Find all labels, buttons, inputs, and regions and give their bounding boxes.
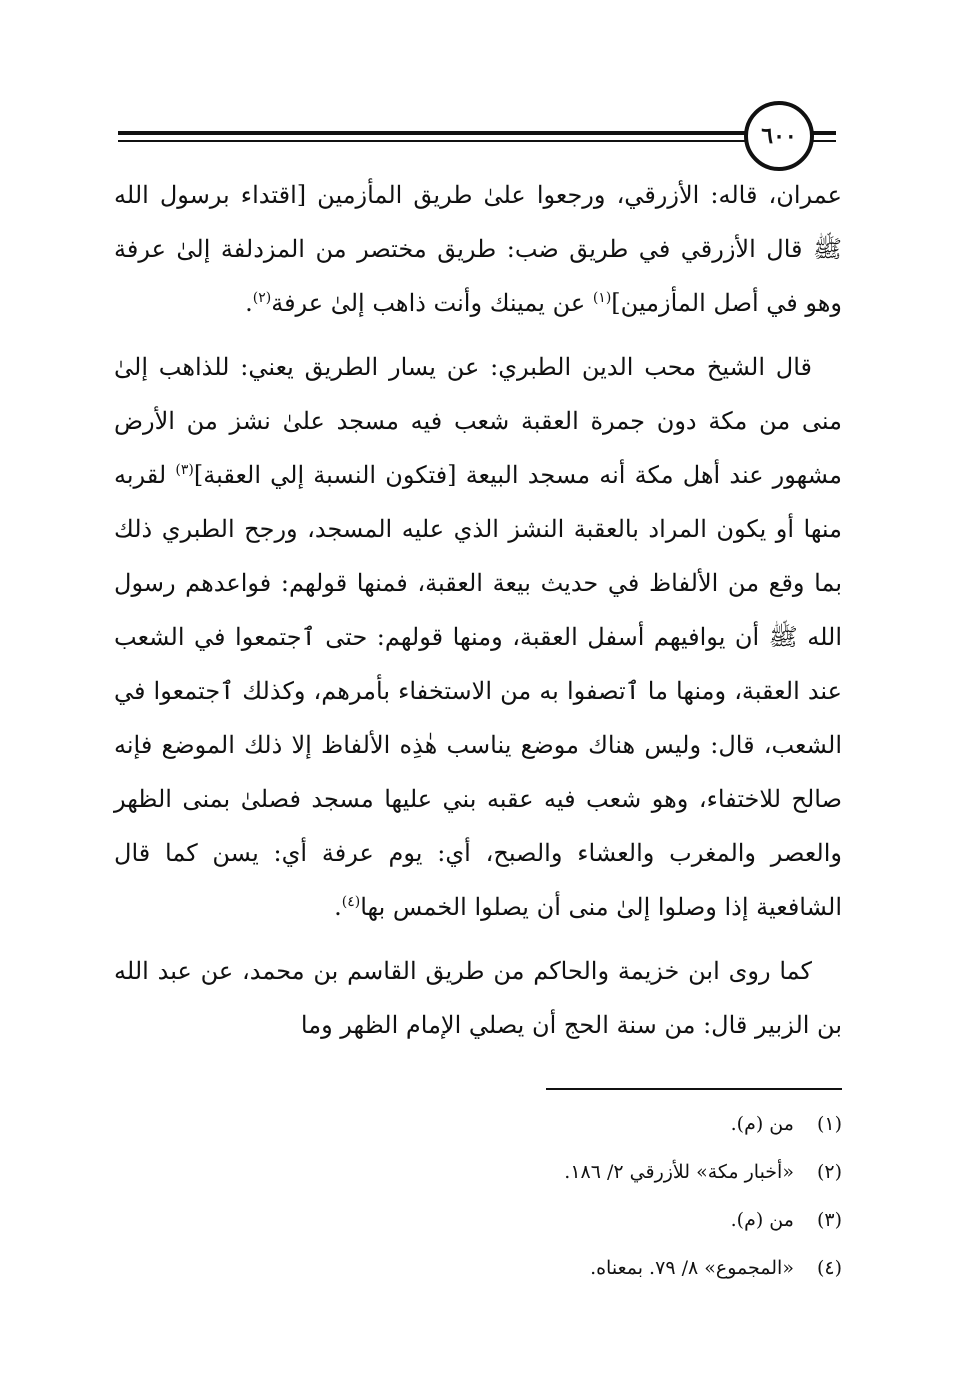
header-rule-thin: [118, 140, 836, 142]
body-text: [114, 168, 842, 1052]
text-segment: كما روى ابن خزيمة والحاكم من طريق القاسم بن محمد، عن عبد الله بن الزبير قال: من سنة الحج أن يصلي الإمام الظهر وما: [114, 957, 842, 1039]
text-segment: .: [334, 893, 342, 921]
footnote: [400, 1100, 842, 1148]
footnote-reference: (١): [592, 290, 612, 306]
footnote-reference: (٢): [252, 290, 272, 306]
footnote-number: (٣): [816, 1209, 842, 1231]
text-segment: لقربه منها أو يكون المراد بالعقبة النشز الذي عليه المسجد، ورجح الطبري ذلك بما وقع من الألفاظ في حديث بيعة العقبة، فمنها قولهم: فواعدهم رسول الله ﷺ أن يوافيهم أسفل العقبة، ومنها قولهم: حتى ٱجتمعوا في الشعب عند العقبة، ومنها ما ٱتصفوا به من الاستخفاء بأمرهم، وكذلك ٱجتمعوا في الشعب، قال: وليس هناك موضع يناسب هٰذِه الألفاظ إلا ذلك الموضع فإنه صالح للاختفاء، وهو شعب فيه عقبه بني عليها مسجد فصلىٰ بمنى الظهر والعصر والمغرب والعشاء والصبح، أي: يوم عرفة أي: يسن كما قال الشافعية إذا وصلوا إلىٰ منى أن يصلوا الخمس بها: [114, 461, 842, 921]
paragraph-1: [114, 168, 842, 330]
footnote-text: من (م).: [730, 1113, 794, 1135]
header-rule: [118, 131, 836, 135]
footnote: [400, 1148, 842, 1196]
footnote-text: «المجموع» ٨/ ٧٩. بمعناه.: [590, 1257, 794, 1279]
text-segment: عن يمينك وأنت ذاهب إلىٰ عرفة: [271, 289, 593, 317]
footnotes: [400, 1100, 842, 1292]
text-segment: قال الشيخ محب الدين الطبري: عن يسار الطريق يعني: للذاهب إلىٰ منى من مكة دون جمرة العقبة شعب فيه مسجد علىٰ نشز من الأرض مشهور عند أهل مكة أنه مسجد البيعة [فتكون النسبة إلي العقبة]: [114, 353, 842, 489]
footnote-text: من (م).: [730, 1209, 794, 1231]
text-segment: عمران، قاله: الأزرقي، ورجعوا علىٰ طريق المأزمين [اقتداء برسول الله ﷺ قال الأزرقي في طريق ضب: طريق مختصر من المزدلفة إلىٰ عرفة وهو في أصل المأزمين]: [114, 181, 842, 317]
page-number: ٦٠٠: [744, 101, 814, 171]
footnote-number: (١): [816, 1113, 842, 1135]
paragraph-2: [114, 340, 842, 934]
footnote-text: «أخبار مكة» للأزرقي ٢/ ١٨٦.: [564, 1161, 794, 1183]
footnote: [400, 1244, 842, 1292]
text-segment: .: [245, 289, 253, 317]
footnote: [400, 1196, 842, 1244]
footnote-number: (٤): [816, 1257, 842, 1279]
footnote-reference: (٤): [341, 894, 361, 910]
footnote-separator: [546, 1088, 842, 1090]
paragraph-3: [114, 944, 842, 1052]
footnote-reference: (٣): [175, 462, 194, 478]
footnote-number: (٢): [816, 1161, 842, 1183]
